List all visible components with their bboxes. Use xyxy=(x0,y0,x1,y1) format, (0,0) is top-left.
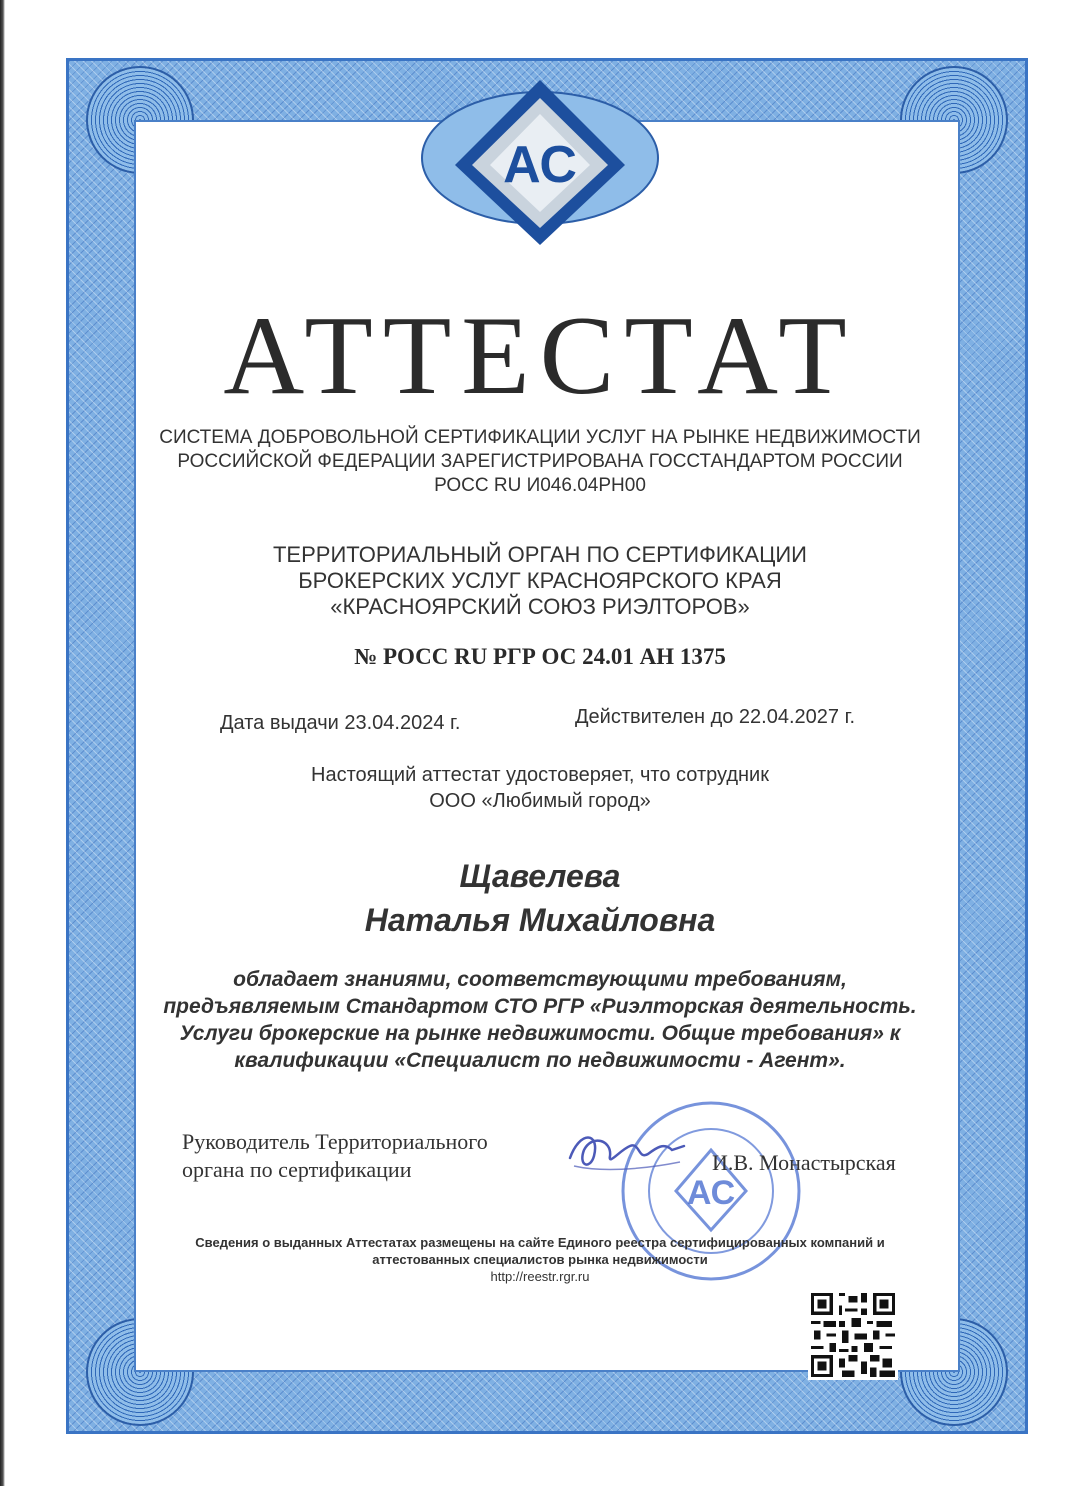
system-line: РОСС RU И046.04РН00 xyxy=(434,475,646,496)
signatory-title-line: Руководитель Территориального xyxy=(182,1129,488,1154)
system-line: СИСТЕМА ДОБРОВОЛЬНОЙ СЕРТИФИКАЦИИ УСЛУГ НА РЫНКЕ НЕДВИЖИМОСТИ xyxy=(159,427,921,448)
qr-code xyxy=(808,1290,898,1380)
certifies-statement xyxy=(0,762,1080,814)
stamp-letters: АС xyxy=(686,1174,736,1212)
certificate-number: № РОСС RU РГР ОС 24.01 АН 1375 xyxy=(354,644,726,669)
registry-url: http://reestr.rgr.ru xyxy=(490,1269,590,1284)
registry-line: аттестованных специалистов рынка недвижимости xyxy=(372,1252,708,1267)
registry-note xyxy=(0,1234,1080,1285)
holder-first-names: Наталья Михайловна xyxy=(364,902,716,938)
logo xyxy=(420,70,660,250)
certification-system xyxy=(0,426,1080,498)
qualification-line: квалификации «Специалист по недвижимости - Агент». xyxy=(234,1049,846,1072)
holder-name xyxy=(0,854,1080,942)
organ-line: «КРАСНОЯРСКИЙ СОЮЗ РИЭЛТОРОВ» xyxy=(330,594,750,619)
holder-last-name: Щавелева xyxy=(459,858,621,894)
qualification-line: обладает знаниями, соответствующими требованиям, xyxy=(233,968,847,991)
certifies-line: ООО «Любимый город» xyxy=(429,790,651,812)
registry-line: Сведения о выданных Аттестатах размещены на сайте Единого реестра сертифицированных компаний и xyxy=(195,1235,885,1250)
signatory-title-line: органа по сертификации xyxy=(182,1157,412,1182)
document-title: АТТЕСТАТ xyxy=(223,294,857,418)
qualification-statement xyxy=(0,966,1080,1074)
qualification-line: Услуги брокерские на рынке недвижимости. Общие требования» к xyxy=(179,1022,901,1045)
qualification-line: предъявляемым Стандартом СТО РГР «Риэлторская деятельность. xyxy=(163,995,917,1018)
valid-until-date: Действителен до 22.04.2027 г. xyxy=(575,706,855,728)
handwritten-signature xyxy=(560,1120,690,1180)
organ-line: БРОКЕРСКИХ УСЛУГ КРАСНОЯРСКОГО КРАЯ xyxy=(298,568,782,593)
certifies-line: Настоящий аттестат удостоверяет, что сотрудник xyxy=(311,764,769,786)
certification-organ xyxy=(0,542,1080,620)
organ-line: ТЕРРИТОРИАЛЬНЫЙ ОРГАН ПО СЕРТИФИКАЦИИ xyxy=(272,542,807,567)
signatory-name: И.В. Монастырская xyxy=(712,1150,896,1175)
system-line: РОССИЙСКОЙ ФЕДЕРАЦИИ ЗАРЕГИСТРИРОВАНА ГОССТАНДАРТОМ РОССИИ xyxy=(177,451,903,472)
issue-date: Дата выдачи 23.04.2024 г. xyxy=(220,712,461,734)
logo-letters: АС xyxy=(503,136,577,194)
signatory-title xyxy=(182,1128,488,1184)
